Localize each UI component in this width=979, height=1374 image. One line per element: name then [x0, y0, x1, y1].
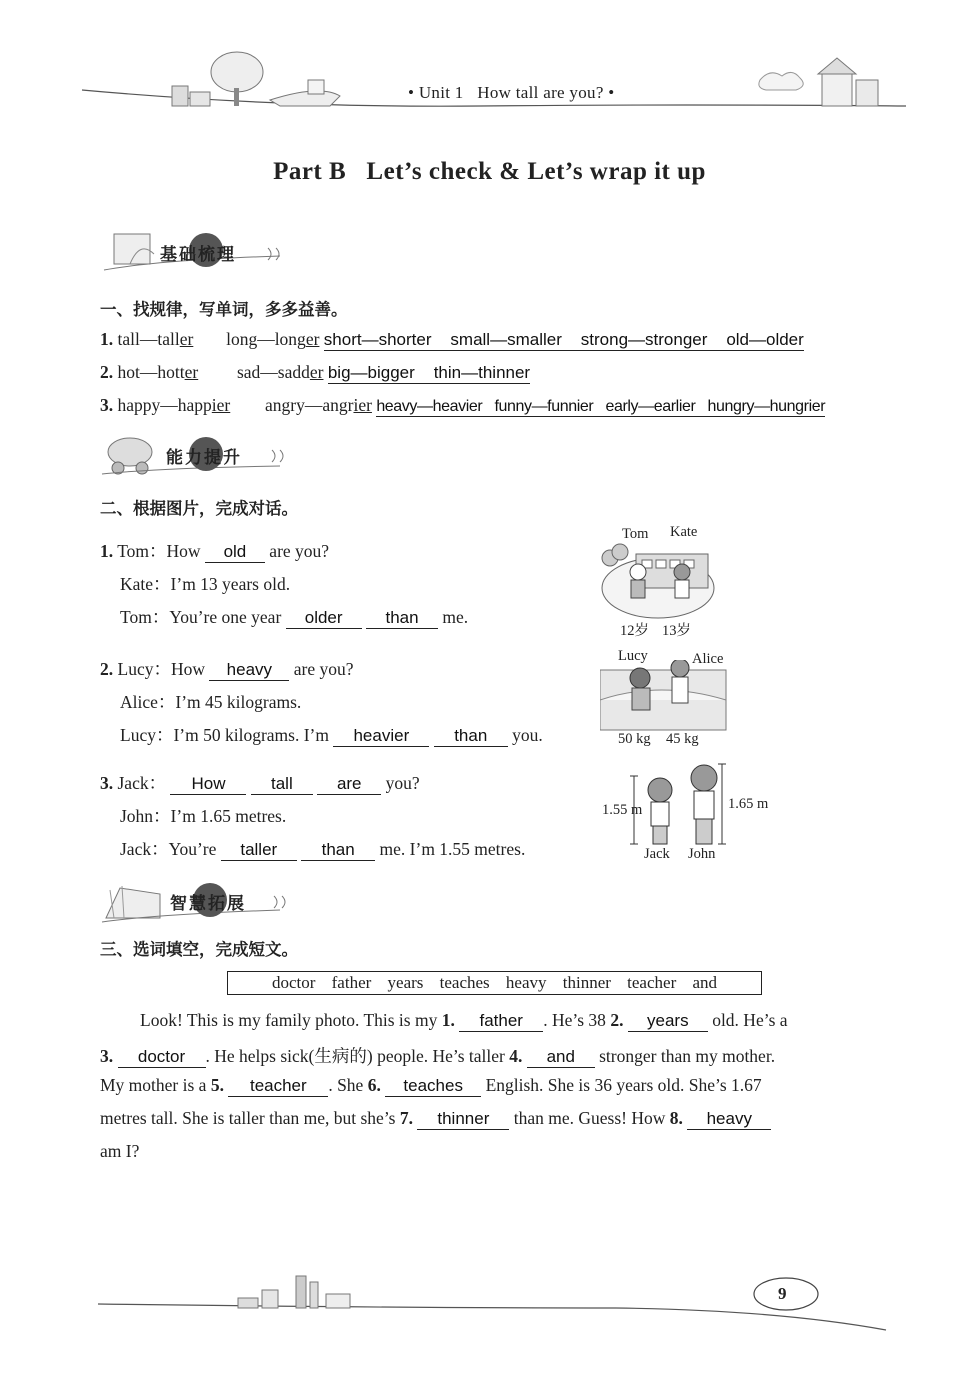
wisdom-badge	[170, 889, 246, 914]
passage-line1	[140, 1010, 788, 1032]
picture3-name1: Jack	[644, 846, 670, 862]
passage-text: metres tall. She is taller than me, but she’s	[100, 1108, 396, 1128]
answer-word: funny—funnier	[494, 398, 594, 415]
blank-number: 7.	[399, 1108, 413, 1128]
dialogue-text: Tom：How	[117, 541, 201, 561]
answer-word: small—smaller	[450, 330, 562, 349]
header-unit: Unit 1	[418, 83, 464, 102]
dialogue-text: Jack：You’re	[120, 839, 217, 859]
picture3-height1: 1.55 m	[602, 802, 643, 818]
page-number: 9	[778, 1284, 787, 1303]
dialogue-text: me. I’m 1.55 metres.	[379, 839, 526, 859]
answer-line[interactable]	[328, 363, 530, 384]
example-word: happy—happ	[117, 395, 212, 415]
row-number: 3.	[100, 395, 114, 415]
header-title	[408, 83, 615, 103]
answer-word: heavy—heavier	[376, 398, 483, 415]
section3-instruction: 三、选词填空，完成短文。	[100, 940, 298, 959]
answer-word: early—earlier	[605, 398, 696, 415]
dialogue1-line1	[100, 538, 329, 563]
passage-text: . He’s 38	[543, 1010, 606, 1030]
example-suffix: er	[179, 329, 194, 349]
section1-row-3	[100, 395, 825, 416]
picture2-caption1: 50 kg	[618, 731, 651, 747]
answer-blank[interactable]: thinner	[417, 1109, 509, 1130]
blank-number: 3.	[100, 1046, 114, 1066]
picture1-name2: Kate	[670, 524, 698, 540]
dialogue2-line3	[120, 722, 543, 747]
answer-blank[interactable]: than	[301, 840, 375, 861]
dialogue-text: me.	[442, 607, 469, 627]
section1-instruction: 一、找规律，写单词，多多益善。	[100, 300, 348, 319]
section2-instruction: 二、根据图片，完成对话。	[100, 499, 298, 518]
row-number: 2.	[100, 362, 114, 382]
passage-line4	[100, 1108, 771, 1130]
picture1-caption2: 13岁	[662, 623, 691, 639]
example-suffix: er	[305, 329, 320, 349]
ability-badge	[166, 443, 242, 468]
example-word: long—long	[226, 329, 306, 349]
row-number: 1.	[100, 329, 114, 349]
header-lesson: How tall are you?	[477, 83, 604, 102]
passage-text: . He helps sick(生病的) people. He’s taller	[205, 1046, 505, 1066]
picture-tom-kate	[600, 538, 720, 620]
answer-blank[interactable]: How	[170, 774, 246, 795]
word-box	[227, 971, 762, 995]
answer-word: big—bigger	[327, 363, 415, 382]
question-number: 3.	[100, 773, 114, 793]
basics-badge-label: 基础梳理	[160, 245, 236, 265]
page-title: Part B Let’s check & Let’s wrap it up	[273, 158, 706, 185]
example-word: angry—angr	[265, 395, 354, 415]
blank-number: 6.	[367, 1075, 381, 1095]
picture-lucy-alice	[600, 660, 728, 732]
answer-blank[interactable]: than	[366, 608, 438, 629]
answer-line[interactable]	[376, 398, 825, 417]
dialogue3-line1	[100, 770, 420, 795]
dialogue1-line2: Kate：I’m 13 years old.	[120, 574, 291, 594]
passage-text: English. She is 36 years old. She’s 1.67	[485, 1075, 762, 1095]
passage-text: Look! This is my family photo. This is my	[140, 1010, 438, 1030]
example-suffix: er	[309, 362, 324, 382]
dialogue-text: Tom：You’re one year	[120, 607, 282, 627]
example-suffix: er	[184, 362, 199, 382]
word-box-words: doctor father years teaches heavy thinner teacher and	[227, 971, 762, 995]
answer-word: thin—thinner	[433, 363, 531, 382]
example-suffix: ier	[353, 395, 372, 415]
passage-text: than me. Guess! How	[513, 1108, 666, 1128]
passage-text: old. He’s a	[712, 1010, 788, 1030]
blank-number: 5.	[210, 1075, 224, 1095]
dialogue3-line2: John：I’m 1.65 metres.	[120, 806, 287, 826]
dialogue1-line3	[120, 604, 468, 629]
passage-text: . She	[328, 1075, 364, 1095]
dialogue-text: Lucy：How	[117, 659, 205, 679]
wisdom-badge-label: 智慧拓展	[170, 894, 246, 914]
bullet-icon: •	[608, 83, 615, 102]
answer-blank[interactable]: years	[628, 1011, 708, 1032]
picture3-height2: 1.65 m	[728, 796, 769, 812]
dialogue2-line1	[100, 656, 354, 681]
answer-blank[interactable]: heavy	[209, 660, 289, 681]
passage-line5: am I?	[100, 1141, 140, 1161]
footer-decoration	[96, 1268, 896, 1334]
dialogue-text: you?	[385, 773, 420, 793]
picture-jack-john	[630, 762, 730, 848]
example-word: tall—tall	[117, 329, 180, 349]
basics-badge	[160, 240, 236, 265]
answer-blank[interactable]: are	[317, 774, 381, 795]
picture3-name2: John	[688, 846, 716, 862]
answer-blank[interactable]: old	[205, 542, 265, 563]
answer-blank[interactable]: and	[527, 1047, 595, 1068]
answer-blank[interactable]: teacher	[228, 1076, 328, 1097]
answer-blank[interactable]: heavier	[333, 726, 429, 747]
answer-blank[interactable]: father	[459, 1011, 543, 1032]
passage-text: stronger than my mother.	[599, 1046, 776, 1066]
picture2-name1: Lucy	[618, 648, 648, 664]
answer-blank[interactable]: teaches	[385, 1076, 481, 1097]
answer-word: hungry—hungrier	[707, 398, 826, 415]
blank-number: 8.	[669, 1108, 683, 1128]
picture1-caption1: 12岁	[620, 623, 649, 639]
answer-line[interactable]	[324, 330, 804, 351]
passage-text: My mother is a	[100, 1075, 207, 1095]
answer-word: short—shorter	[323, 330, 432, 349]
header-decoration	[80, 40, 910, 120]
example-word: hot—hott	[117, 362, 185, 382]
passage-line2	[100, 1043, 775, 1068]
dialogue-text: are you?	[293, 659, 354, 679]
answer-blank[interactable]: older	[286, 608, 362, 629]
answer-blank[interactable]: taller	[221, 840, 297, 861]
bullet-icon: •	[408, 83, 415, 102]
picture1-name1: Tom	[622, 526, 649, 542]
answer-word: strong—stronger	[580, 330, 708, 349]
ability-badge-label: 能力提升	[166, 448, 242, 468]
blank-number: 2.	[610, 1010, 624, 1030]
answer-blank[interactable]: heavy	[687, 1109, 771, 1130]
example-suffix: ier	[211, 395, 231, 415]
answer-blank[interactable]: tall	[251, 774, 313, 795]
question-number: 2.	[100, 659, 114, 679]
dialogue-text: Lucy：I’m 50 kilograms. I’m	[120, 725, 329, 745]
example-word: sad—sadd	[236, 362, 310, 382]
dialogue3-line3	[120, 836, 525, 861]
section1-row-1	[100, 329, 804, 350]
blank-number: 1.	[441, 1010, 455, 1030]
picture2-caption2: 45 kg	[666, 731, 699, 747]
answer-blank[interactable]: than	[434, 726, 508, 747]
dialogue2-line2: Alice：I’m 45 kilograms.	[120, 692, 302, 712]
section1-row-2	[100, 362, 530, 383]
picture2-name2: Alice	[692, 651, 724, 667]
dialogue-text: Jack：	[117, 773, 167, 793]
answer-blank[interactable]: doctor	[118, 1047, 206, 1068]
dialogue-text: are you?	[269, 541, 330, 561]
answer-word: old—older	[726, 330, 804, 349]
blank-number: 4.	[509, 1046, 523, 1066]
passage-line3	[100, 1075, 762, 1097]
dialogue-text: you.	[512, 725, 543, 745]
question-number: 1.	[100, 541, 114, 561]
